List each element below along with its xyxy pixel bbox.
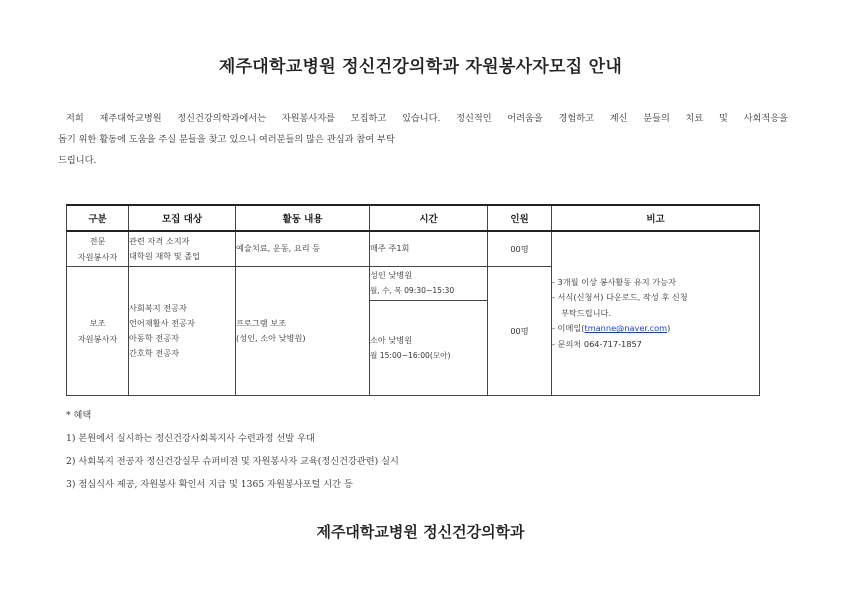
row1-time: 매주 주1회 [370, 231, 488, 266]
recruitment-table [66, 204, 760, 396]
header-count: 인원 [488, 205, 552, 231]
benefit-item-1: 1) 본원에서 실시하는 정신건강사회복지사 수련과정 선발 우대 [66, 433, 315, 444]
note-2b: 부탁드립니다. [561, 307, 612, 318]
header-activity: 활동 내용 [236, 205, 370, 231]
note-4: - 문의처 064-717-1857 [552, 338, 642, 349]
note-1: - 3개월 이상 봉사활동 유지 가능자 [552, 276, 676, 287]
header-notes: 비고 [552, 205, 760, 231]
row2-time-adult: 성인 낮병원 월, 수, 목 09:30~15:30 [370, 266, 488, 300]
benefits-header: * 혜택 [66, 410, 92, 421]
row2-count: 00명 [488, 266, 552, 395]
row1-category: 전문 자원봉사자 [67, 231, 129, 266]
notes-cell [552, 231, 760, 396]
header-target: 모집 대상 [129, 205, 236, 231]
email-link[interactable]: tmanne@naver.com [584, 323, 668, 334]
row2-time-child: 소아 낮병원 월 15:00~16:00(모아) [370, 300, 488, 395]
row1-activity: 예술치료, 운동, 요리 등 [236, 231, 370, 266]
intro-line-1: 저희 제주대학교병원 정신건강의학과에서는 자원봉사자를 모집하고 있습니다. 정신적인 어려움을 경험하고 계신 분들의 치료 및 사회적응을 [66, 113, 788, 124]
row2-target: 사회복지 전공자 언어재활사 전공자 아동학 전공자 간호학 전공자 [129, 266, 236, 395]
row1-target: 관련 자격 소지자 대학원 재학 및 졸업 [129, 231, 236, 266]
footer-organization: 제주대학교병원 정신건강의학과 [316, 523, 525, 541]
row2-category: 보조 자원봉사자 [67, 266, 129, 395]
note-2: - 서식(신청서) 다운로드, 작성 후 신청 [552, 292, 688, 303]
table-header-row [67, 205, 760, 231]
benefits-section [66, 407, 666, 499]
row1-count: 00명 [488, 231, 552, 266]
benefit-item-2: 2) 사회복지 전공자 정신건강실무 슈퍼비젼 및 자원봉사자 교육(정신건강관련) 실시 [66, 456, 399, 467]
row2-activity: 프로그램 보조 (성인, 소아 낮병원) [236, 266, 370, 395]
header-time: 시간 [370, 205, 488, 231]
intro-line-2: 돕기 위한 활동에 도움을 주실 분들을 찾고 있으니 여러분들의 많은 관심과 참여 부탁 [58, 134, 395, 145]
page-title: 제주대학교병원 정신건강의학과 자원봉사자모집 안내 [218, 57, 623, 77]
header-category: 구분 [67, 205, 129, 231]
table-row [67, 231, 760, 266]
benefit-item-3: 3) 점심식사 제공, 자원봉사 확인서 지급 및 1365 자원봉사포털 시간 등 [66, 479, 353, 490]
note-3: - 이메일(tmanne@naver.com) [552, 323, 671, 334]
intro-paragraph [58, 108, 788, 171]
intro-line-3: 드립니다. [58, 155, 97, 166]
